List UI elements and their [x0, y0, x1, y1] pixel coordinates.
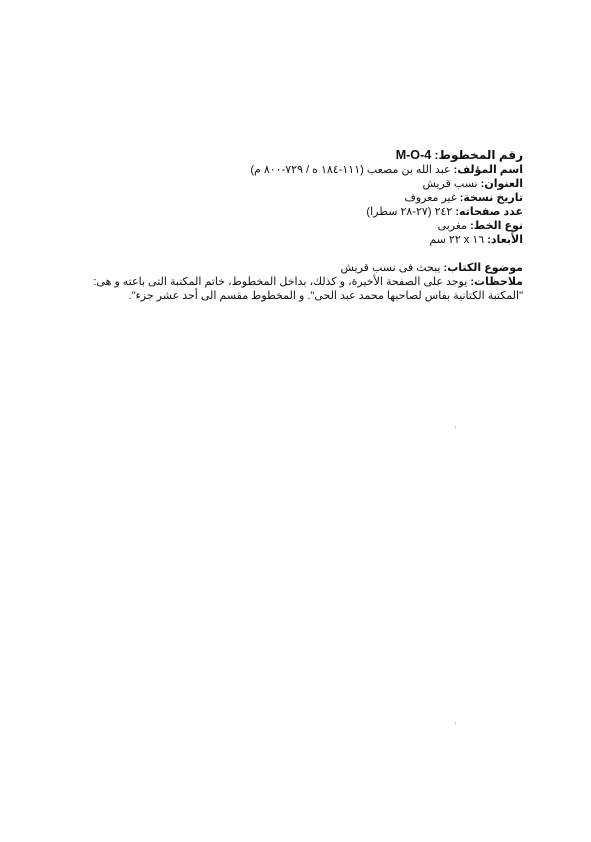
section-spacer	[83, 247, 523, 261]
copy-date-label: تاريخ نسخة:	[459, 192, 523, 204]
author-value: عبد الله بن مصعب (١١١-١٨٤ ه / ٧٢٩-٨٠٠ م)	[250, 164, 451, 176]
pages-field	[83, 205, 523, 219]
manuscript-number-field	[83, 148, 523, 163]
script-type-field	[83, 219, 523, 233]
manuscript-number-label: رقم المخطوط:	[434, 148, 523, 162]
scan-speck	[455, 723, 456, 724]
manuscript-record	[83, 148, 523, 303]
author-label: اسم المؤلف:	[453, 164, 523, 176]
copy-date-value: غير معروف	[404, 192, 457, 204]
title-field	[83, 177, 523, 191]
dimensions-value: ١٦ x ٢٢ سم	[429, 234, 485, 246]
dimensions-label: الأبعاد:	[487, 234, 523, 246]
script-type-value: مغربى	[437, 220, 468, 232]
notes-value: يوجد على الصفحة الأخيرة، و كذلك، بداخل المخطوط، خاتم المكتبة التى باعته و هى: "المكتبة الكتانية بفاس لصاحبها محمد عبد الحى". و المخطوط مقسم الى أحد عشر جزء".	[93, 276, 523, 302]
script-type-label: نوع الخط:	[470, 220, 523, 232]
title-label: العنوان:	[480, 178, 523, 190]
subject-label: موضوع الكتاب:	[443, 262, 523, 274]
notes-label: ملاحظات:	[470, 276, 523, 288]
notes-field	[83, 275, 523, 303]
scan-speck	[455, 427, 456, 428]
dimensions-field	[83, 233, 523, 247]
manuscript-number-value: M-O-4	[395, 148, 432, 162]
pages-label: عدد صفحاته:	[455, 206, 523, 218]
author-field	[83, 163, 523, 177]
title-value: نسب قريش	[422, 178, 478, 190]
copy-date-field	[83, 191, 523, 205]
subject-value: يبحث فى نسب قريش	[340, 262, 441, 274]
subject-field	[83, 261, 523, 275]
pages-value: ٢٤٢ (٢٧-٢٨ سطرا)	[366, 206, 453, 218]
